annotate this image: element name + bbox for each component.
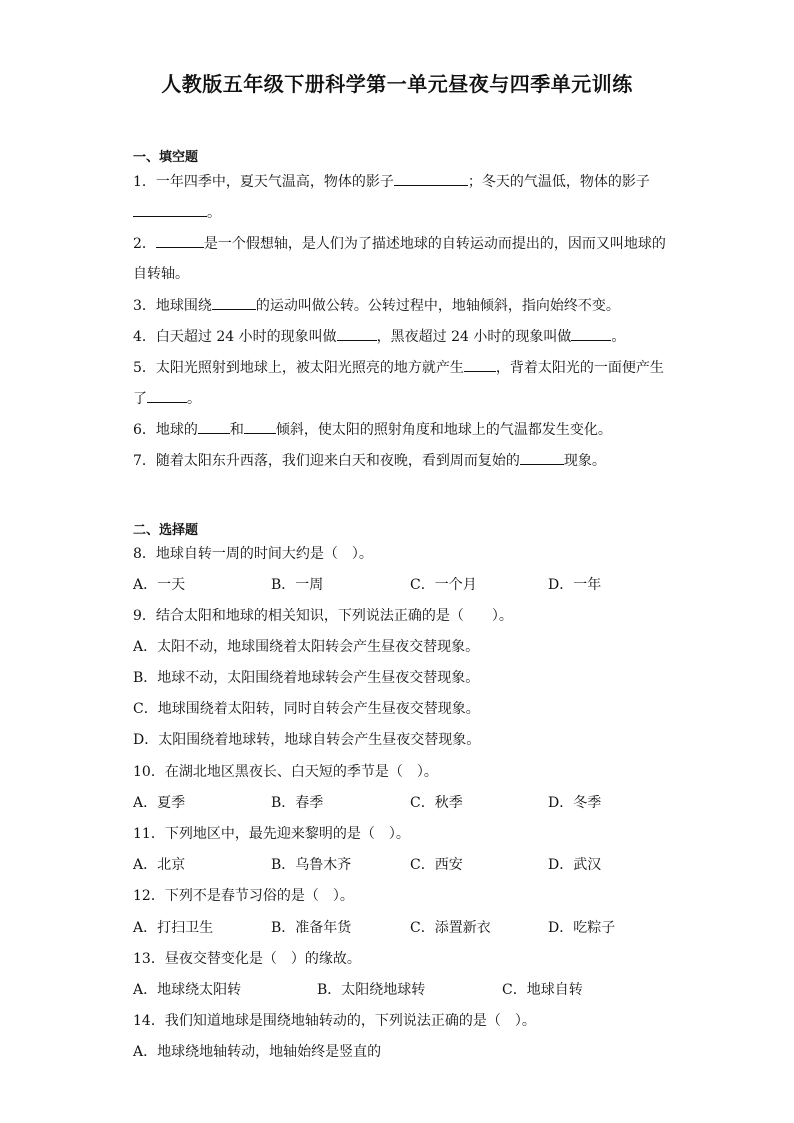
question-text: 5．太阳光照射到地球上，被太阳光照亮的地方就产生 <box>133 360 464 376</box>
option-d[interactable]: D．冬季 <box>548 795 602 811</box>
option-b[interactable]: B．春季 <box>271 795 324 811</box>
question-14: 14．我们知道地球是围绕地轴转动的，下列说法正确的是（ ）。 <box>133 1013 536 1029</box>
question-text: 。 <box>187 391 201 407</box>
answer-blank[interactable] <box>394 171 468 186</box>
option-d[interactable]: D．吃粽子 <box>548 920 616 936</box>
question-11: 11．下列地区中，最先迎来黎明的是（ ）。 <box>133 826 410 842</box>
answer-blank[interactable] <box>520 450 564 465</box>
question-12: 12．下列不是春节习俗的是（ ）。 <box>133 888 354 904</box>
question-3 <box>133 295 620 316</box>
option-c[interactable]: C．西安 <box>410 857 463 873</box>
question-4 <box>133 326 625 347</box>
option-b[interactable]: B．准备年货 <box>271 920 352 936</box>
option-a[interactable]: A．一天 <box>133 577 186 593</box>
question-text: 。 <box>207 205 221 221</box>
question-12-options <box>133 918 693 938</box>
option-d[interactable]: D．武汉 <box>548 857 602 873</box>
answer-blank[interactable] <box>198 419 230 434</box>
question-text: 4．白天超过 24 小时的现象叫做 <box>133 329 337 345</box>
question-text: 1．一年四季中，夏天气温高，物体的影子 <box>133 174 394 190</box>
answer-blank[interactable] <box>147 388 187 403</box>
option-a[interactable]: A．地球绕地轴转动，地轴始终是竖直的 <box>133 1044 382 1060</box>
question-text: 倾斜，使太阳的照射角度和地球上的气温都发生变化。 <box>275 422 612 438</box>
option-c[interactable]: C．地球自转 <box>502 982 583 998</box>
question-text: 了 <box>133 391 147 407</box>
question-text: 2． <box>133 236 156 252</box>
question-text: 是一个假想轴，是人们为了描述地球的自转运动而提出的，因而又叫地球的 <box>203 236 666 252</box>
question-text: 。 <box>611 329 626 345</box>
option-b[interactable]: B．一周 <box>271 577 324 593</box>
question-11-options <box>133 855 693 875</box>
page-title: 人教版五年级下册科学第一单元昼夜与四季单元训练 <box>161 72 633 96</box>
question-1 <box>133 171 650 192</box>
question-text: ，背着太阳光的一面便产生 <box>495 360 664 376</box>
question-6 <box>133 419 612 440</box>
question-10-options <box>133 793 693 813</box>
option-b[interactable]: B．地球不动，太阳围绕着地球转会产生昼夜交替现象。 <box>133 670 480 686</box>
option-a[interactable]: A．夏季 <box>133 795 186 811</box>
question-13: 13．昼夜交替变化是（ ）的缘故。 <box>133 951 361 967</box>
question-8-options <box>133 575 693 595</box>
section-heading-fill: 一、填空题 <box>133 150 199 165</box>
answer-blank[interactable] <box>212 295 256 310</box>
question-text: 的运动叫做公转。公转过程中，地轴倾斜，指向始终不变。 <box>255 298 620 314</box>
option-b[interactable]: B．乌鲁木齐 <box>271 857 352 873</box>
question-text: ；冬天的气温低，物体的影子 <box>467 174 650 190</box>
option-a[interactable]: A．太阳不动，地球围绕着太阳转会产生昼夜交替现象。 <box>133 639 480 655</box>
option-c[interactable]: C．添置新衣 <box>410 920 491 936</box>
question-text: 现象。 <box>563 453 606 469</box>
option-c[interactable]: C．地球围绕着太阳转，同时自转会产生昼夜交替现象。 <box>133 701 480 717</box>
option-d[interactable]: D．一年 <box>548 577 602 593</box>
question-text: ，黑夜超过 24 小时的现象叫做 <box>376 329 572 345</box>
answer-blank[interactable] <box>156 233 204 248</box>
option-c[interactable]: C．秋季 <box>410 795 463 811</box>
option-d[interactable]: D．太阳围绕着地球转，地球自转会产生昼夜交替现象。 <box>133 732 481 748</box>
question-2-cont: 自转轴。 <box>133 266 189 282</box>
option-b[interactable]: B．太阳绕地球转 <box>317 982 426 998</box>
answer-blank[interactable] <box>571 326 611 341</box>
question-text: 6．地球的 <box>133 422 198 438</box>
question-1-cont <box>133 202 221 223</box>
question-2 <box>133 233 666 254</box>
question-8: 8．地球自转一周的时间大约是（ ）。 <box>133 546 373 562</box>
question-text: 7．随着太阳东升西落，我们迎来白天和夜晚，看到周而复始的 <box>133 453 520 469</box>
answer-blank[interactable] <box>244 419 276 434</box>
option-a[interactable]: A．地球绕太阳转 <box>133 982 242 998</box>
question-5-cont <box>133 388 201 409</box>
option-a[interactable]: A．打扫卫生 <box>133 920 214 936</box>
option-c[interactable]: C．一个月 <box>410 577 477 593</box>
question-text: 和 <box>229 422 244 438</box>
question-5 <box>133 357 664 378</box>
option-a[interactable]: A．北京 <box>133 857 186 873</box>
section-heading-choice: 二、选择题 <box>133 523 199 538</box>
question-7 <box>133 450 606 471</box>
answer-blank[interactable] <box>464 357 496 372</box>
question-10: 10．在湖北地区黑夜长、白天短的季节是（ ）。 <box>133 764 438 780</box>
question-text: 3．地球围绕 <box>133 298 212 314</box>
answer-blank[interactable] <box>133 202 207 217</box>
question-13-options <box>133 980 693 1000</box>
answer-blank[interactable] <box>337 326 377 341</box>
question-9: 9．结合太阳和地球的相关知识，下列说法正确的是（ ）。 <box>133 608 513 624</box>
